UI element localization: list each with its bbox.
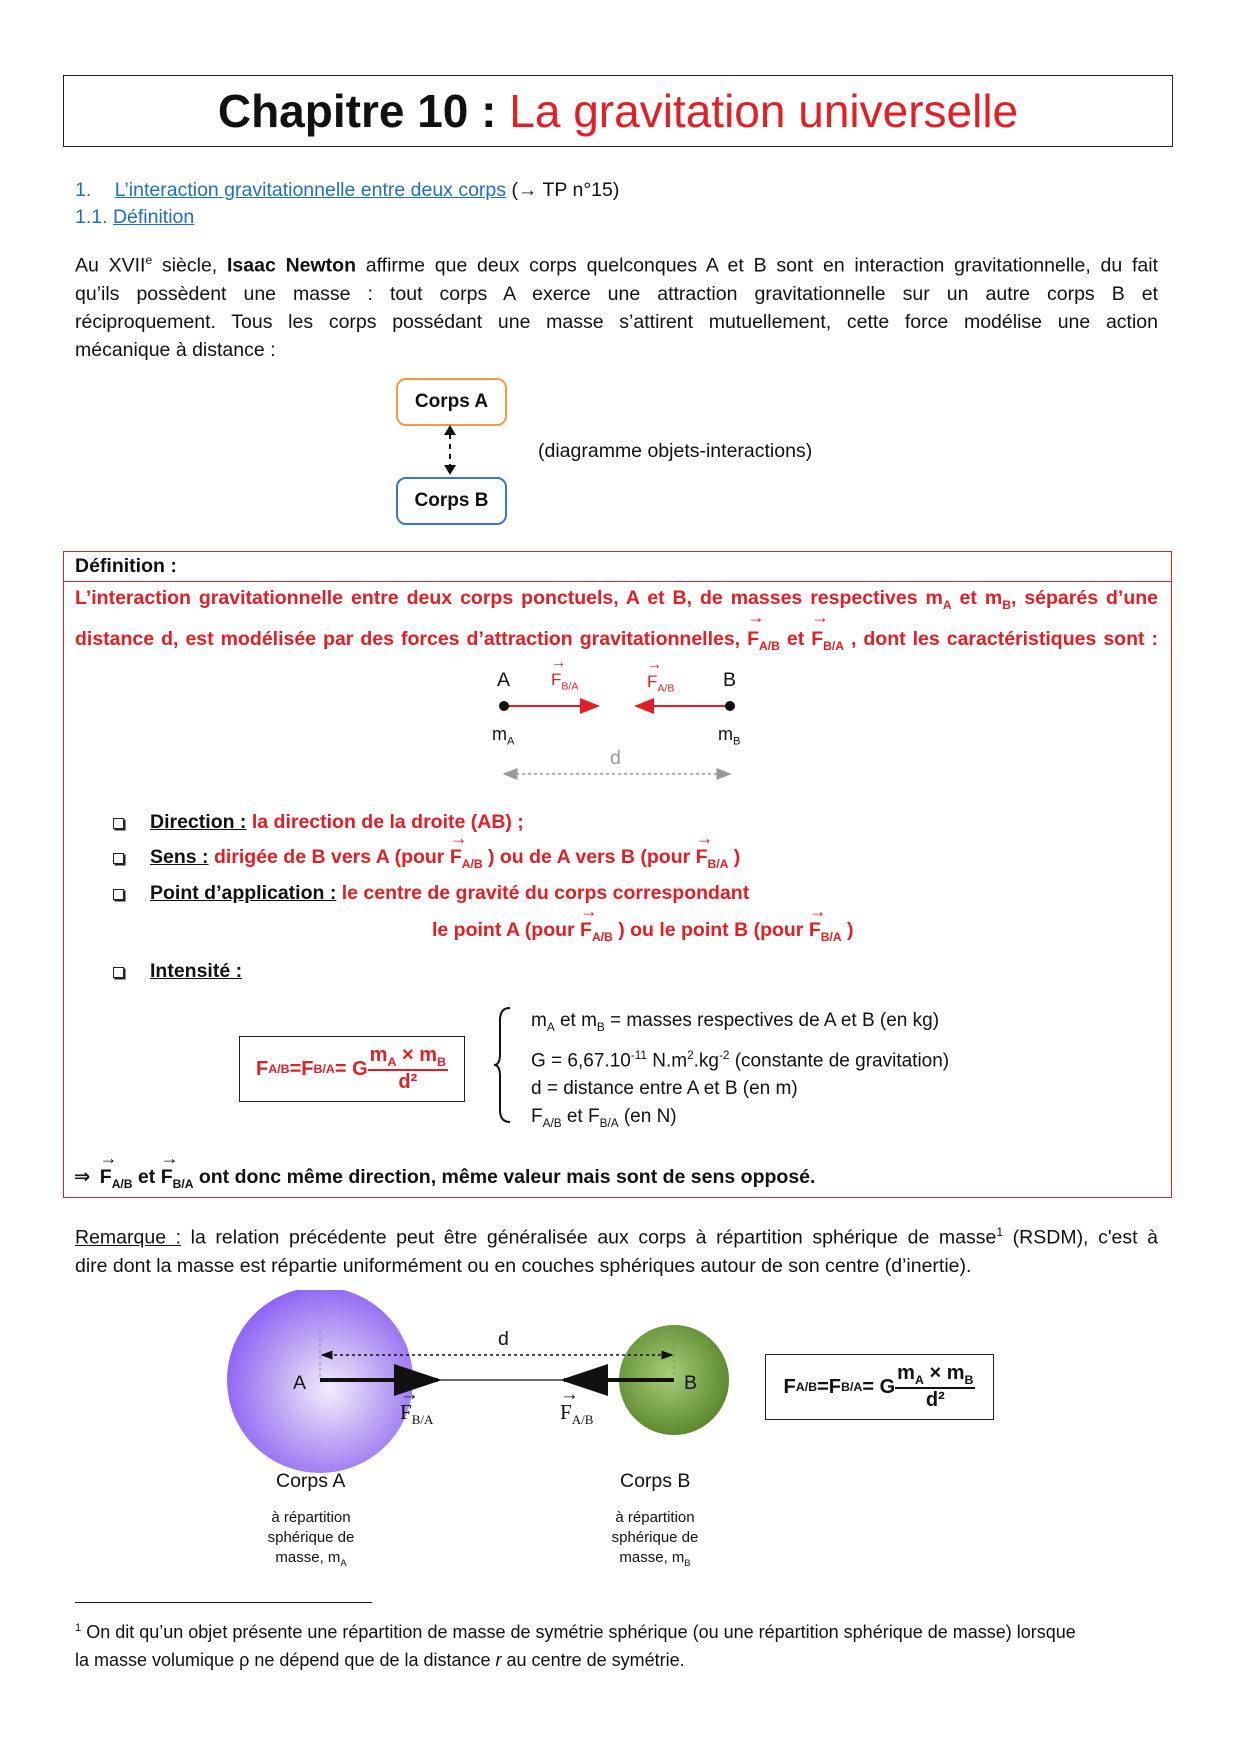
definition-heading: Définition : (64, 552, 1171, 582)
node-corps-b: Corps B (396, 477, 507, 525)
intro-line-3: réciproquement. Tous les corps possédant une masse s’attirent mutuellement, cette force modélise une action (75, 310, 1158, 333)
intro-line-1: Au XVIIe siècle, Isaac Newton affirme que deux corps quelconques A et B sont en interaction gravitationnelle, du fait (75, 253, 1158, 277)
schema-force-ba-label: → $F_{B/A}$ (551, 666, 578, 700)
schema-force-ab-label: → $F_{A/B}$ (647, 668, 674, 702)
chapter-title-box (63, 75, 1173, 147)
schema-point-b-label: B (723, 669, 737, 691)
footnote-line-1: $^1$ On dit qu’un objet présente une répartition de masse de symétrie sphérique (ou une répartition sphérique de masse) lorsque (75, 1622, 1076, 1642)
chapter-label: Chapitre 10 : (217, 85, 497, 137)
footnote-separator (75, 1602, 372, 1603)
legend-masses: $m_A$ et $m_B$ = masses respectives de A et B (en kg) (531, 1010, 940, 1034)
bullet-direction (113, 818, 124, 829)
characteristic-sens: Sens : dirigée de B vers A (pour → $F_{A/B}$ ) ou de A vers B (pour → $F_{B/A}$ ) (150, 843, 740, 878)
sphere-force-ba-label: → $F_{B/A}$ (400, 1400, 433, 1428)
definition-line-1: L’interaction gravitationnelle entre deux corps ponctuels, A et B, de masses respectives $m_A$ et $m_B$, séparés d’une (75, 587, 1158, 612)
point-a-dot (499, 701, 509, 711)
section-1-number: 1. (75, 179, 92, 201)
sphere-desc-a: à répartition sphérique de masse, $m_A$ (267, 1509, 355, 1568)
newton-name: Isaac Newton (227, 254, 356, 277)
schema-mass-a-label: $m_A$ (492, 724, 515, 748)
sphere-desc-b: à répartition sphérique de masse, $m_B$ (611, 1509, 699, 1568)
schema-mass-b-label: $m_B$ (718, 724, 741, 748)
sphere-label-a: A (293, 1372, 307, 1394)
section-1-1-heading (75, 203, 194, 231)
schema-distance-label: d (610, 747, 621, 769)
schema-point-a-label: A (497, 669, 511, 691)
node-corps-a: Corps A (396, 378, 507, 426)
point-b-dot (725, 701, 735, 711)
sphere-force-ab-label: → $F_{A/B}$ (560, 1400, 593, 1428)
section-1-heading (75, 176, 619, 204)
interaction-arrow (440, 424, 460, 476)
characteristic-intensite: Intensité : (150, 960, 243, 982)
definition-conclusion: ⇒ → $F_{A/B}$ et → $F_{B/A}$ ont donc même direction, même valeur mais sont de sens opposé. (74, 1163, 815, 1198)
sphere-body-a: Corps A (276, 1470, 346, 1492)
definition-line-2: distance d, est modélisée par des forces d’attraction gravitationnelles, → $F_{A/B}$ et → $F_{B/A}$ , dont les caractéristiques sont : (75, 622, 1158, 663)
definition-statement (75, 581, 1158, 663)
section-1-1-link[interactable]: Définition (112, 206, 195, 228)
gravitation-formula-box: F A/B = F B/A = G $\frac{m_A \times m_B}{\text{d²}}$ (239, 1036, 465, 1102)
sphere-label-b: B (684, 1372, 698, 1394)
intro-paragraph (75, 246, 1158, 364)
characteristic-point-application-detail: le point A (pour → $F_{A/B}$ ) ou le point B (pour → $F_{B/A}$ ) (432, 916, 853, 951)
legend-distance: d = distance entre A et B (en m) (531, 1078, 798, 1100)
rsdm-formula-fraction: $\frac{m_A \times m_B}{\text{d²}}$ (897, 1362, 974, 1411)
bullet-point-application (113, 889, 124, 900)
remark-line-2: dire dont la masse est répartie uniformément ou en couches sphériques autour de son centre (d’inertie). (75, 1254, 972, 1277)
section-1-link[interactable]: L’interaction gravitationnelle entre deux corps (114, 179, 507, 201)
legend-brace (492, 1006, 514, 1124)
remark-line-1: Remarque : la relation précédente peut être généralisée aux corps à répartition sphérique de masse$^1$ (RSDM), c'est à (75, 1225, 1158, 1249)
footnote (75, 1614, 1160, 1674)
sphere-distance-label: d (498, 1328, 509, 1350)
implies-arrow: ⇒ (74, 1166, 91, 1188)
characteristic-direction: Direction : la direction de la droite (AB) ; (150, 811, 524, 833)
remark-paragraph (75, 1218, 1158, 1280)
tp-reference: (→ TP n°15) (511, 179, 620, 201)
chapter-title: La gravitation universelle (509, 85, 1019, 137)
section-1-1-number: 1.1. (75, 206, 108, 228)
legend-constant: $G = 6,67.10^{-11}$ $N.m^2.kg^{-2}$ (constante de gravitation) (531, 1048, 950, 1072)
diagram-caption: (diagramme objets-interactions) (538, 440, 813, 462)
footnote-line-2: la masse volumique ρ ne dépend que de la distance r au centre de symétrie. (75, 1650, 685, 1670)
rsdm-formula-box: F A/B = F B/A = G $\frac{m_A \times m_B}{\text{d²}}$ (765, 1354, 994, 1420)
bullet-sens (113, 853, 124, 864)
characteristic-point-application: Point d’application : le centre de gravité du corps correspondant (150, 882, 750, 904)
intro-line-4: mécanique à distance : (75, 338, 276, 361)
formula-legend (531, 1007, 949, 1138)
intro-line-2: qu’ils possèdent une masse : tout corps A exerce une attraction gravitationnelle sur un autre corps B et (75, 282, 1158, 305)
bullet-intensite (113, 967, 124, 978)
formula-fraction: $\frac{m_A \times m_B}{\text{d²}}$ (369, 1044, 446, 1093)
legend-forces: $F_{A/B}$ et $F_{B/A}$ (en N) (531, 1106, 677, 1130)
sphere-body-b: Corps B (620, 1470, 691, 1492)
